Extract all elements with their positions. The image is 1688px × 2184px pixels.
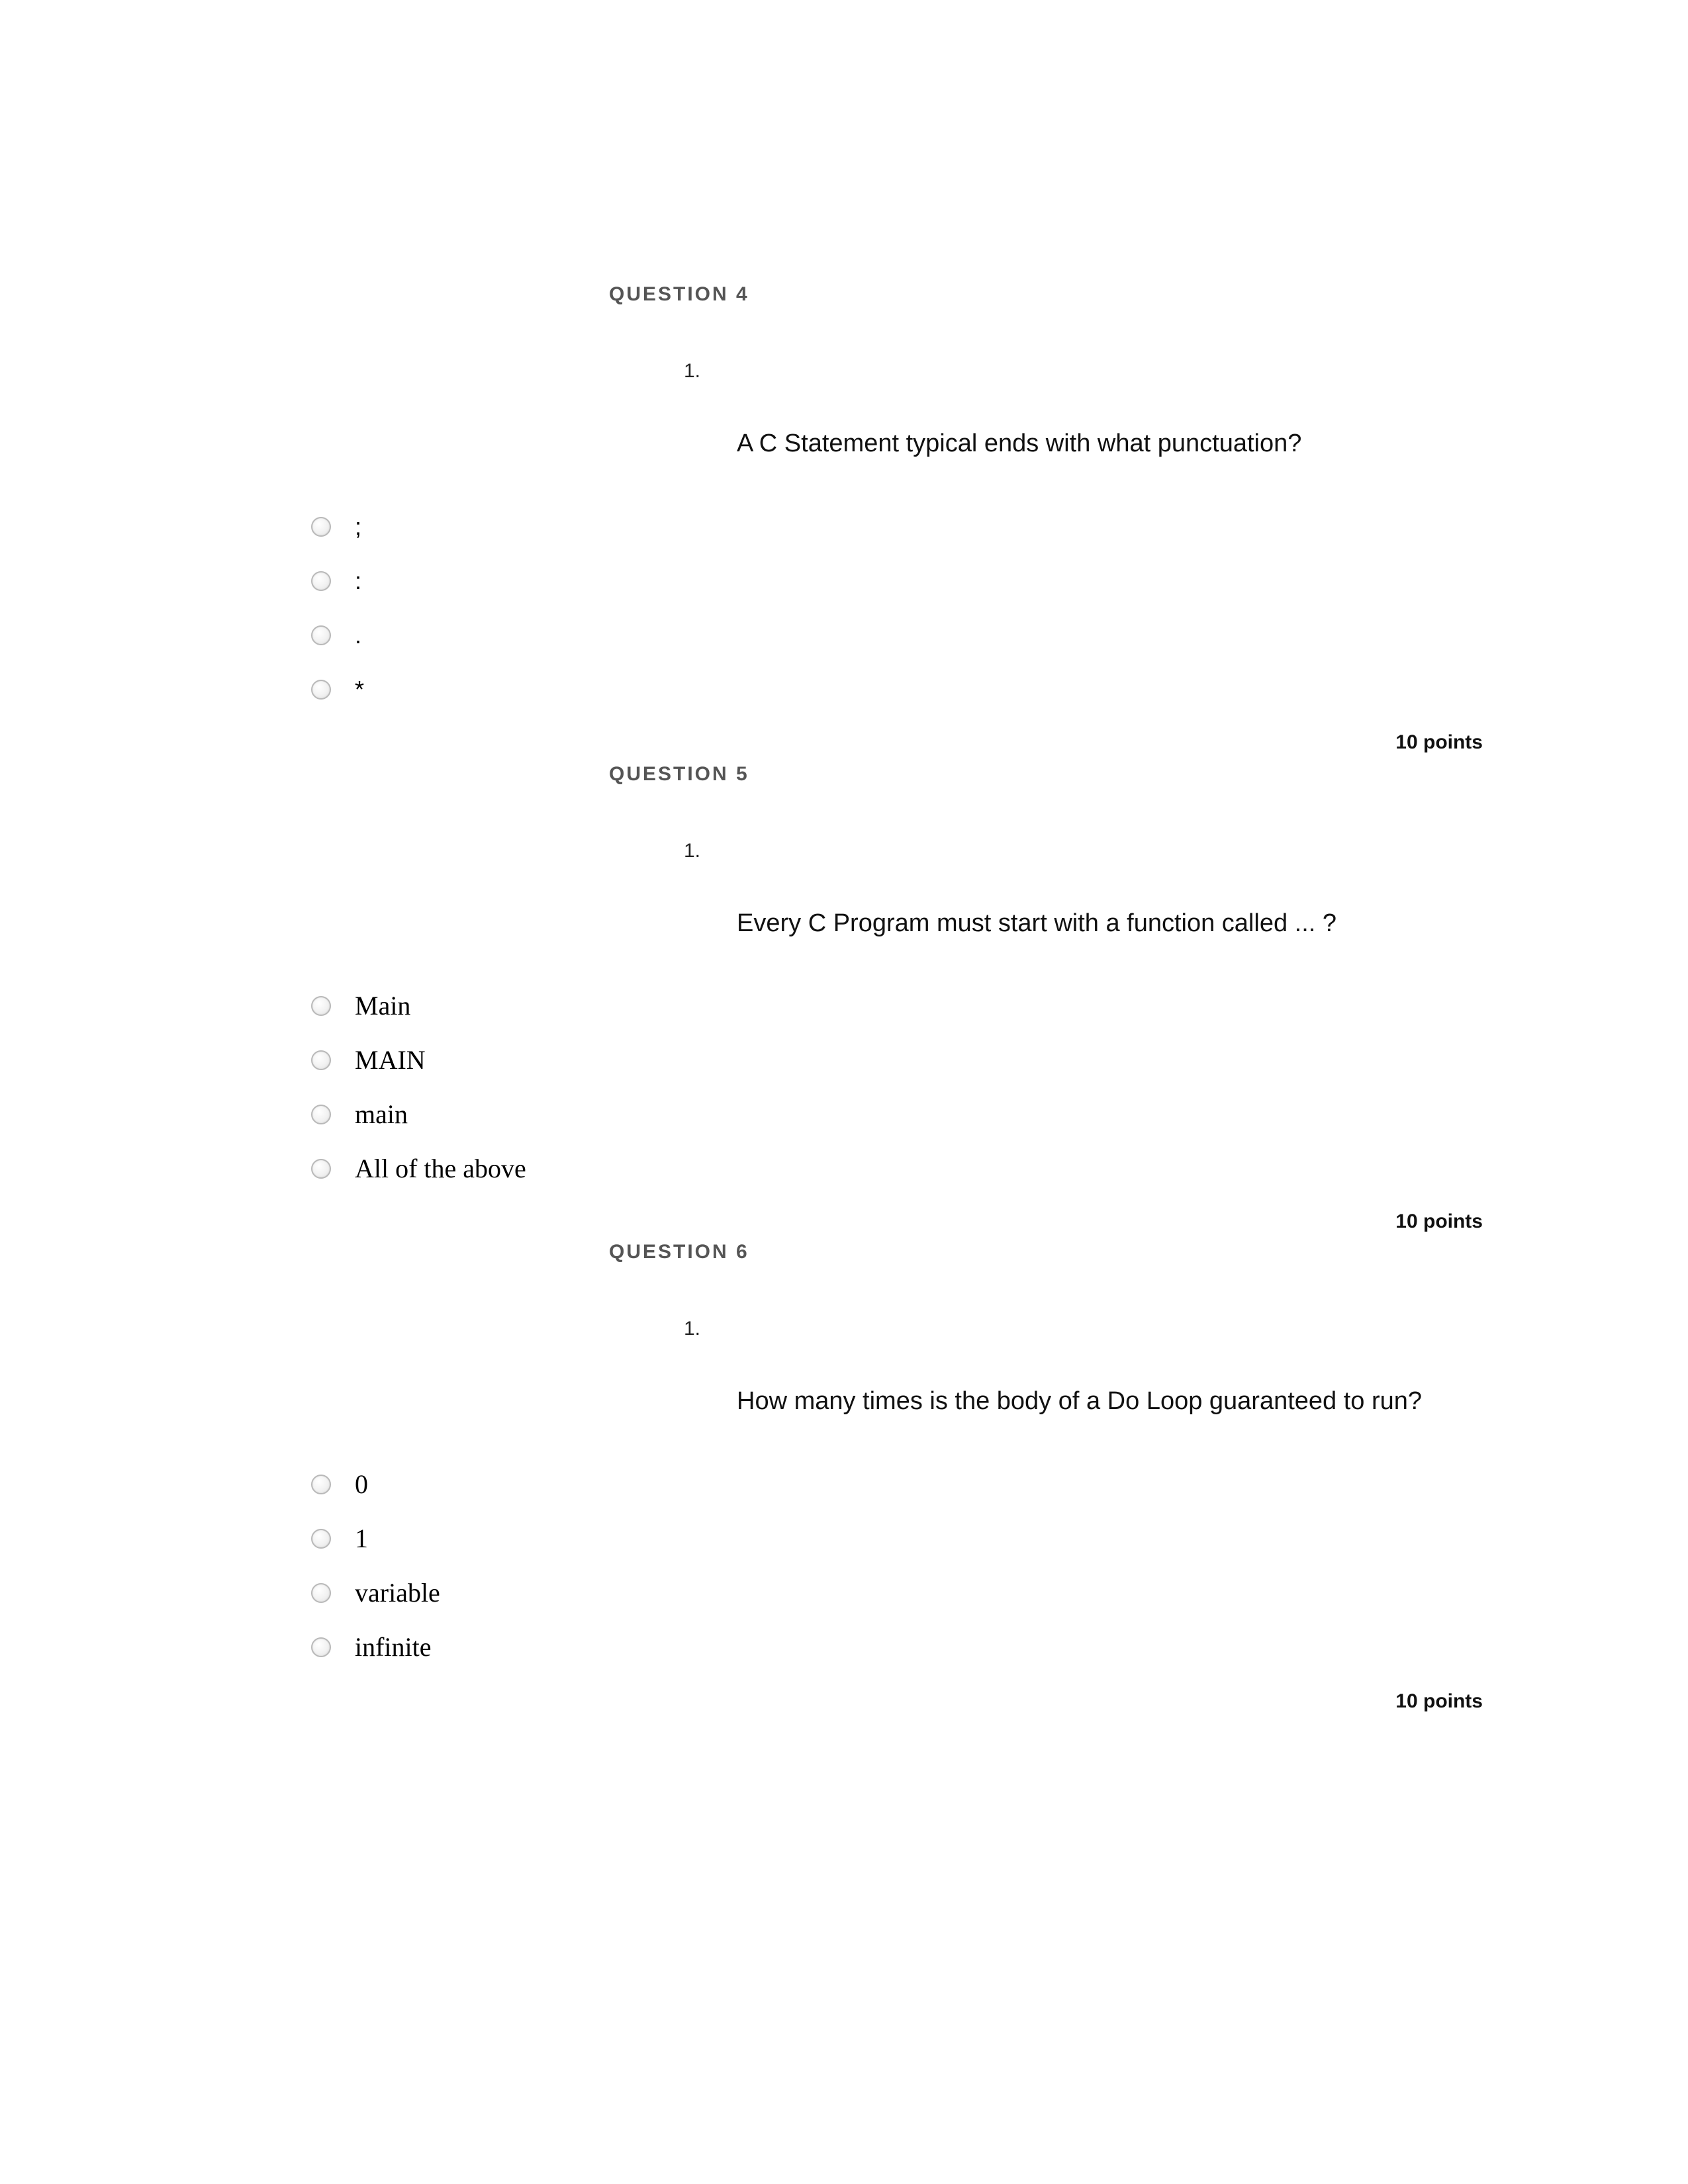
answer-option[interactable]	[0, 1087, 1688, 1142]
answer-option-label: :	[355, 567, 362, 594]
question-block	[0, 1233, 1688, 1713]
question-block	[0, 0, 1688, 754]
answer-option[interactable]	[0, 608, 1688, 662]
question-list-number: 1.	[684, 1318, 701, 1340]
radio-button-icon[interactable]	[311, 517, 331, 537]
answer-option-label: ;	[355, 512, 362, 540]
radio-button-icon[interactable]	[311, 625, 331, 645]
question-text: A C Statement typical ends with what punctuation?	[737, 430, 1302, 457]
question-list-number: 1.	[684, 360, 701, 382]
answer-options	[0, 500, 1688, 717]
radio-button-icon[interactable]	[311, 1159, 331, 1179]
question-text: Every C Program must start with a function called ... ?	[737, 909, 1337, 937]
answer-option[interactable]	[0, 1566, 1688, 1620]
answer-option-label: main	[355, 1099, 408, 1130]
answer-option-label: Main	[355, 991, 411, 1021]
answer-option[interactable]	[0, 1457, 1688, 1512]
answer-option-label: variable	[355, 1577, 440, 1608]
answer-option[interactable]	[0, 500, 1688, 554]
question-block	[0, 754, 1688, 1234]
answer-option[interactable]	[0, 1512, 1688, 1566]
answer-option-label: .	[355, 621, 362, 649]
answer-option-label: All of the above	[355, 1154, 526, 1184]
question-text: How many times is the body of a Do Loop guaranteed to run?	[737, 1387, 1423, 1416]
radio-button-icon[interactable]	[311, 1637, 331, 1657]
question-header: QUESTION 4	[609, 283, 749, 305]
question-header: QUESTION 6	[609, 1241, 749, 1263]
question-points: 10 points	[1395, 731, 1483, 753]
answer-options	[0, 979, 1688, 1196]
radio-button-icon[interactable]	[311, 1583, 331, 1603]
question-points: 10 points	[1395, 1690, 1483, 1712]
answer-option-label: infinite	[355, 1631, 432, 1662]
question-list-number: 1.	[684, 839, 701, 862]
answer-option-label: MAIN	[355, 1045, 426, 1075]
answer-option[interactable]	[0, 1033, 1688, 1087]
answer-option[interactable]	[0, 1142, 1688, 1196]
radio-button-icon[interactable]	[311, 1105, 331, 1124]
question-points: 10 points	[1395, 1210, 1483, 1233]
radio-button-icon[interactable]	[311, 680, 331, 700]
radio-button-icon[interactable]	[311, 1050, 331, 1070]
radio-button-icon[interactable]	[311, 1529, 331, 1549]
answer-options	[0, 1457, 1688, 1674]
answer-option[interactable]	[0, 554, 1688, 608]
answer-option[interactable]	[0, 979, 1688, 1033]
answer-option[interactable]	[0, 1620, 1688, 1674]
answer-option-label: *	[355, 675, 365, 703]
answer-option-label: 0	[355, 1469, 368, 1499]
question-header: QUESTION 5	[609, 762, 749, 785]
radio-button-icon[interactable]	[311, 996, 331, 1016]
radio-button-icon[interactable]	[311, 1475, 331, 1494]
answer-option-label: 1	[355, 1523, 368, 1553]
radio-button-icon[interactable]	[311, 571, 331, 591]
answer-option[interactable]	[0, 662, 1688, 717]
